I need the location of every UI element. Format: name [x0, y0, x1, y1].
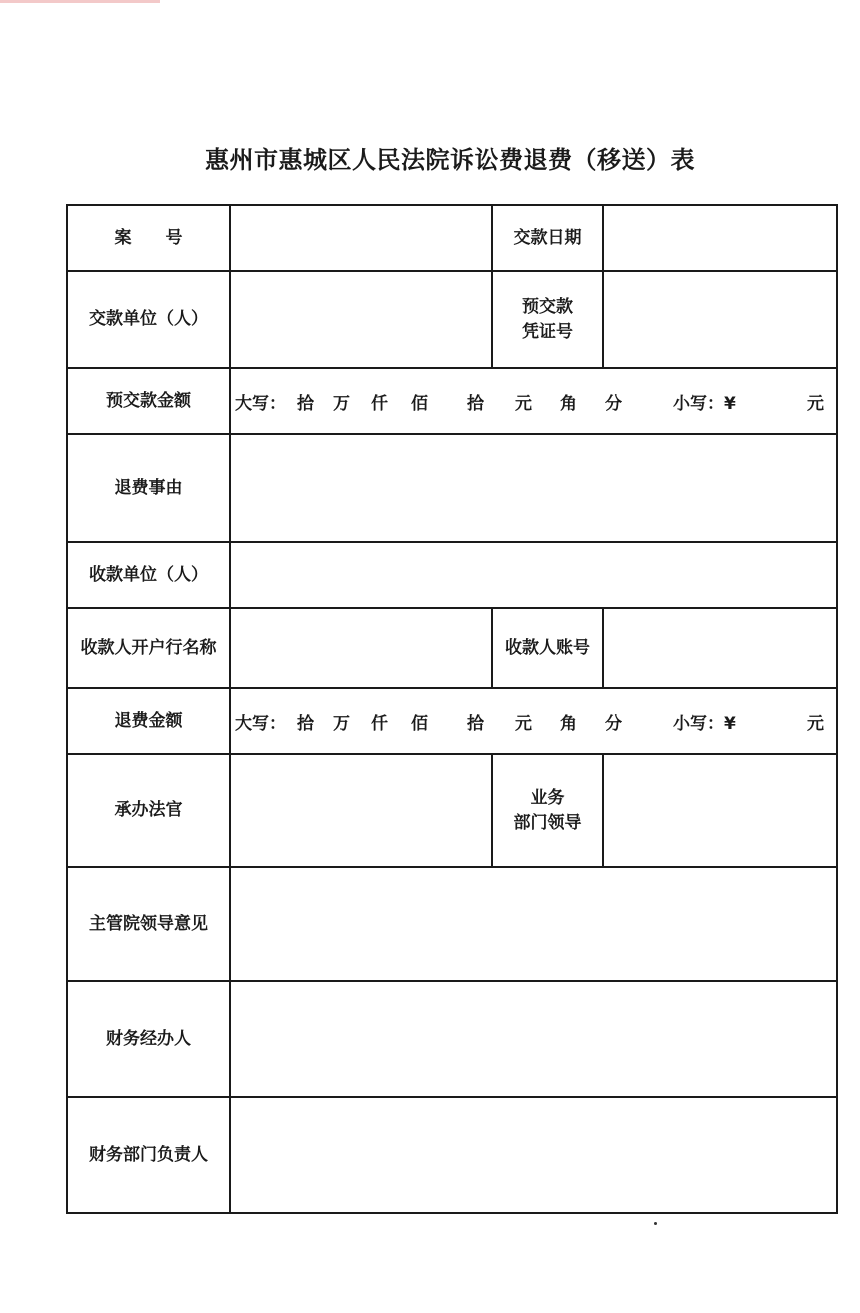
label-prepaid-amount: 预交款金额: [67, 368, 230, 434]
unit-label: 元: [515, 713, 532, 734]
row-prepaid-amount: [67, 368, 837, 434]
label-refund-amount: 退费金额: [67, 688, 230, 754]
row-payee: [67, 542, 837, 608]
label-prepay-voucher: [492, 271, 603, 368]
unit-label: 分: [605, 393, 622, 414]
refund-form-table: [66, 204, 838, 1214]
unit-label: 拾: [467, 393, 484, 414]
payee-bank-field[interactable]: [230, 608, 492, 688]
row-payee-bank: [67, 608, 837, 688]
label-payee-account: 收款人账号: [492, 608, 603, 688]
corner-scan-mark: [0, 0, 160, 3]
unit-label: 佰: [411, 713, 428, 734]
label-payee: 收款单位（人）: [67, 542, 230, 608]
case-number-field[interactable]: [230, 205, 492, 271]
unit-label: 仟: [371, 393, 388, 414]
unit-label: 拾: [297, 713, 314, 734]
prepaid-amount-line: [231, 389, 836, 414]
amount-yuan-label: 元: [807, 713, 824, 734]
label-refund-reason: 退费事由: [67, 434, 230, 542]
unit-label: 角: [560, 393, 577, 414]
unit-label: 角: [560, 713, 577, 734]
unit-label: 万: [333, 713, 350, 734]
label-finance-head: 财务部门负责人: [67, 1097, 230, 1213]
label-case-number: 案 号: [67, 205, 230, 271]
row-judge: [67, 754, 837, 867]
finance-handler-field[interactable]: [230, 981, 837, 1097]
prepay-voucher-field[interactable]: [603, 271, 837, 368]
payment-date-field[interactable]: [603, 205, 837, 271]
amount-small-label: 小写：¥: [673, 713, 736, 734]
amount-yuan-label: 元: [807, 393, 824, 414]
president-opinion-field[interactable]: [230, 867, 837, 981]
amount-small-label: 小写：¥: [673, 393, 736, 414]
refund-amount-field[interactable]: [230, 688, 837, 754]
label-payer: 交款单位（人）: [67, 271, 230, 368]
row-finance-head: [67, 1097, 837, 1213]
row-refund-reason: [67, 434, 837, 542]
unit-label: 佰: [411, 393, 428, 414]
unit-label: 万: [333, 393, 350, 414]
payee-account-field[interactable]: [603, 608, 837, 688]
unit-label: 仟: [371, 713, 388, 734]
unit-label: 分: [605, 713, 622, 734]
unit-label: 拾: [467, 713, 484, 734]
unit-label: 拾: [297, 393, 314, 414]
dept-leader-field[interactable]: [603, 754, 837, 867]
row-finance-handler: [67, 981, 837, 1097]
label-prepay-voucher-line1: 预交款: [522, 296, 573, 317]
prepaid-amount-field[interactable]: [230, 368, 837, 434]
label-president-opinion: 主管院领导意见: [67, 867, 230, 981]
label-payment-date: 交款日期: [492, 205, 603, 271]
finance-head-field[interactable]: [230, 1097, 837, 1213]
row-case-number: [67, 205, 837, 271]
row-refund-amount: [67, 688, 837, 754]
scan-speck: [654, 1222, 657, 1225]
payer-field[interactable]: [230, 271, 492, 368]
label-dept-leader: [492, 754, 603, 867]
unit-label: 元: [515, 393, 532, 414]
label-finance-handler: 财务经办人: [67, 981, 230, 1097]
amount-big-label: 大写：: [235, 393, 286, 414]
label-payee-bank: 收款人开户行名称: [67, 608, 230, 688]
page-title: 惠州市惠城区人民法院诉讼费退费（移送）表: [205, 146, 695, 174]
payee-field[interactable]: [230, 542, 837, 608]
label-judge: 承办法官: [67, 754, 230, 867]
row-president-opinion: [67, 867, 837, 981]
refund-reason-field[interactable]: [230, 434, 837, 542]
label-dept-leader-line1: 业务: [530, 787, 565, 808]
label-dept-leader-line2: 部门领导: [513, 812, 582, 833]
refund-amount-line: [231, 709, 836, 734]
row-payer: [67, 271, 837, 368]
label-prepay-voucher-line2: 凭证号: [522, 321, 573, 342]
amount-big-label: 大写：: [235, 713, 286, 734]
judge-field[interactable]: [230, 754, 492, 867]
